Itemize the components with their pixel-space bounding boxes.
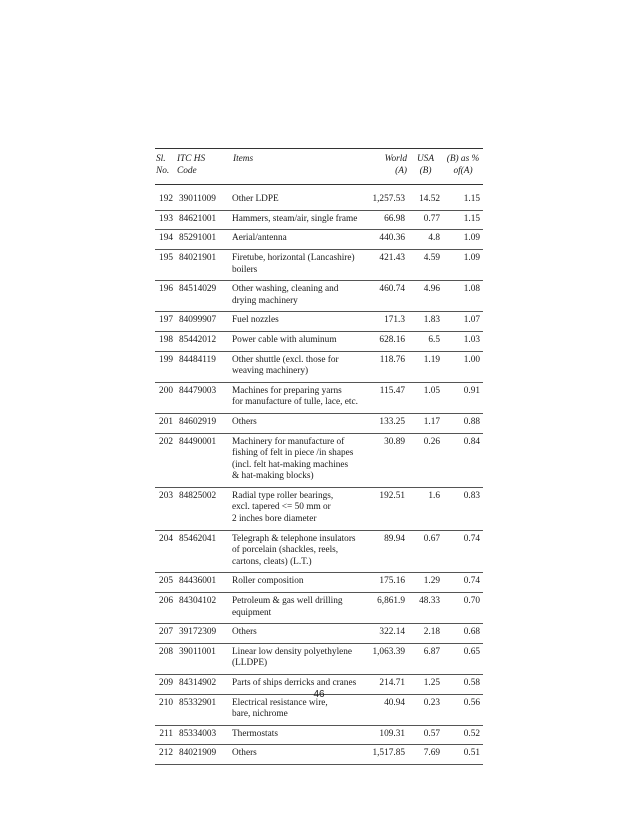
cell-itc-hs-code: 84099907 xyxy=(179,315,217,326)
cell-b-as-pct: 1.07 xyxy=(463,315,480,326)
cell-usa: 1.17 xyxy=(423,416,440,427)
cell-usa: 1.83 xyxy=(423,315,440,326)
cell-world: 460.74 xyxy=(379,284,405,295)
table-row xyxy=(155,249,483,280)
cell-itc-hs-code: 84602919 xyxy=(179,416,217,427)
cell-item: Machines for preparing yarns for manufacture of tulle, lace, etc. xyxy=(232,385,358,408)
cell-b-as-pct: 1.09 xyxy=(463,252,480,263)
cell-b-as-pct: 0.91 xyxy=(463,385,480,396)
cell-item: Roller composition xyxy=(232,576,304,587)
cell-item: Radial type roller bearings, excl. tapered <= 50 mm or 2 inches bore diameter xyxy=(232,490,334,525)
cell-sl-no: 203 xyxy=(159,490,173,501)
cell-b-as-pct: 1.09 xyxy=(463,233,480,244)
table-row xyxy=(155,593,483,624)
cell-world: 89.94 xyxy=(384,533,405,544)
cell-usa: 48.33 xyxy=(419,596,440,607)
cell-item: Other washing, cleaning and drying machinery xyxy=(232,284,339,306)
cell-sl-no: 206 xyxy=(159,596,173,607)
cell-usa: 4.8 xyxy=(428,233,440,244)
cell-item: Power cable with aluminum xyxy=(232,334,337,345)
table-row xyxy=(155,745,483,765)
table-body xyxy=(155,185,483,765)
cell-itc-hs-code: 85334003 xyxy=(179,728,217,739)
cell-world: 1,063.39 xyxy=(372,646,405,657)
cell-sl-no: 207 xyxy=(159,627,173,638)
cell-itc-hs-code: 84436001 xyxy=(179,576,217,587)
cell-b-as-pct: 1.03 xyxy=(463,334,480,345)
cell-usa: 0.23 xyxy=(423,697,440,708)
cell-sl-no: 199 xyxy=(159,354,173,365)
cell-world: 30.89 xyxy=(384,436,405,447)
cell-item: Hammers, steam/air, single frame xyxy=(232,213,358,224)
table-row xyxy=(155,624,483,644)
cell-b-as-pct: 0.58 xyxy=(463,678,480,688)
cell-world: 133.25 xyxy=(379,416,405,427)
cell-item: Petroleum & gas well drilling equipment xyxy=(232,596,343,618)
cell-b-as-pct: 0.68 xyxy=(463,627,480,638)
cell-item: Others xyxy=(232,748,257,759)
cell-itc-hs-code: 84514029 xyxy=(179,284,217,295)
cell-item: Others xyxy=(232,627,257,638)
cell-usa: 1.05 xyxy=(423,385,440,396)
header-b-as-pct: (B) as % of(A) xyxy=(446,154,480,176)
cell-world: 6,861.9 xyxy=(377,596,405,607)
cell-itc-hs-code: 85442012 xyxy=(179,334,217,345)
cell-world: 175.16 xyxy=(379,576,405,587)
cell-sl-no: 198 xyxy=(159,334,173,345)
cell-sl-no: 210 xyxy=(159,697,173,708)
header-usa: USA (B) xyxy=(416,154,435,176)
page-number: 46 xyxy=(313,689,325,700)
cell-sl-no: 204 xyxy=(159,533,173,544)
table-row xyxy=(155,433,483,487)
table-row xyxy=(155,382,483,413)
table-row xyxy=(155,487,483,530)
header-items: Items xyxy=(233,154,254,164)
cell-usa: 1.25 xyxy=(423,678,440,688)
table-row xyxy=(155,230,483,250)
cell-itc-hs-code: 84621001 xyxy=(179,213,217,224)
cell-item: Others xyxy=(232,416,257,427)
cell-b-as-pct: 0.83 xyxy=(463,490,480,501)
cell-b-as-pct: 1.08 xyxy=(463,284,480,295)
cell-item: Other LDPE xyxy=(232,194,279,205)
cell-itc-hs-code: 85462041 xyxy=(179,533,217,544)
header-sl-no: Sl. No. xyxy=(156,154,170,176)
cell-world: 66.98 xyxy=(384,213,405,224)
header-world: World (A) xyxy=(384,154,407,176)
cell-usa: 6.5 xyxy=(428,334,440,345)
cell-sl-no: 195 xyxy=(159,252,173,263)
cell-sl-no: 208 xyxy=(159,646,173,657)
cell-b-as-pct: 0.74 xyxy=(463,576,480,587)
cell-world: 115.47 xyxy=(379,385,405,396)
cell-world: 214.71 xyxy=(379,678,405,688)
cell-sl-no: 194 xyxy=(159,233,173,244)
cell-itc-hs-code: 84304102 xyxy=(179,596,217,607)
cell-usa: 6.87 xyxy=(423,646,440,657)
cell-world: 421.43 xyxy=(379,252,405,263)
cell-sl-no: 209 xyxy=(159,678,173,688)
table-row xyxy=(155,210,483,230)
cell-sl-no: 211 xyxy=(159,728,173,739)
cell-b-as-pct: 0.51 xyxy=(463,748,480,759)
cell-itc-hs-code: 39011009 xyxy=(179,194,216,205)
cell-usa: 4.96 xyxy=(423,284,440,295)
cell-world: 192.51 xyxy=(379,490,405,501)
cell-usa: 7.69 xyxy=(423,748,440,759)
cell-item: Machinery for manufacture of fishing of felt in piece /in shapes (incl. felt hat-making machines & hat-making blocks) xyxy=(232,436,354,482)
cell-item: Parts of ships derricks and cranes xyxy=(232,678,357,688)
cell-b-as-pct: 0.52 xyxy=(463,728,480,739)
cell-sl-no: 205 xyxy=(159,576,173,587)
cell-world: 109.31 xyxy=(379,728,405,739)
cell-b-as-pct: 0.74 xyxy=(463,533,480,544)
cell-b-as-pct: 0.70 xyxy=(463,596,480,607)
table-row xyxy=(155,725,483,745)
cell-usa: 1.6 xyxy=(428,490,440,501)
cell-world: 1,257.53 xyxy=(372,194,405,205)
cell-usa: 0.57 xyxy=(423,728,440,739)
table-row xyxy=(155,573,483,593)
cell-b-as-pct: 0.84 xyxy=(463,436,480,447)
trade-table xyxy=(155,148,483,765)
cell-sl-no: 196 xyxy=(159,284,173,295)
cell-itc-hs-code: 84490001 xyxy=(179,436,217,447)
cell-world: 118.76 xyxy=(379,354,405,365)
cell-world: 628.16 xyxy=(379,334,405,345)
cell-itc-hs-code: 39172309 xyxy=(179,627,217,638)
cell-world: 171.3 xyxy=(384,315,405,326)
table-row xyxy=(155,331,483,351)
cell-sl-no: 193 xyxy=(159,213,173,224)
cell-itc-hs-code: 84021909 xyxy=(179,748,217,759)
cell-sl-no: 197 xyxy=(159,315,173,326)
cell-b-as-pct: 1.15 xyxy=(463,194,480,205)
cell-itc-hs-code: 84021901 xyxy=(179,252,217,263)
cell-item: Aerial/antenna xyxy=(232,233,287,244)
cell-b-as-pct: 0.56 xyxy=(463,697,480,708)
cell-itc-hs-code: 85332901 xyxy=(179,697,217,708)
table-row xyxy=(155,281,483,312)
cell-usa: 14.52 xyxy=(419,194,440,205)
cell-sl-no: 202 xyxy=(159,436,173,447)
table-row xyxy=(155,413,483,433)
table-header xyxy=(155,149,483,185)
cell-item: Thermostats xyxy=(232,728,278,739)
cell-world: 1,517.85 xyxy=(372,748,405,759)
cell-itc-hs-code: 39011001 xyxy=(179,646,216,657)
cell-b-as-pct: 0.88 xyxy=(463,416,480,427)
cell-item: Fuel nozzles xyxy=(232,315,279,326)
cell-itc-hs-code: 85291001 xyxy=(179,233,217,244)
table-row xyxy=(155,351,483,382)
cell-sl-no: 192 xyxy=(159,194,173,205)
cell-item: Linear low density polyethylene (LLDPE) xyxy=(232,646,353,669)
cell-world: 40.94 xyxy=(384,697,405,708)
table-row xyxy=(155,312,483,332)
cell-usa: 1.29 xyxy=(423,576,440,587)
table-row xyxy=(155,530,483,573)
cell-itc-hs-code: 84825002 xyxy=(179,490,217,501)
cell-b-as-pct: 1.00 xyxy=(463,354,480,365)
cell-b-as-pct: 1.15 xyxy=(463,213,480,224)
table-row xyxy=(155,185,483,211)
cell-sl-no: 200 xyxy=(159,385,173,396)
cell-itc-hs-code: 84479003 xyxy=(179,385,217,396)
cell-item: Other shuttle (excl. those for weaving machinery) xyxy=(232,354,339,377)
cell-itc-hs-code: 84314902 xyxy=(179,678,217,688)
table-row xyxy=(155,643,483,674)
cell-item: Firetube, horizontal (Lancashire) boilers xyxy=(232,252,355,275)
cell-usa: 2.18 xyxy=(423,627,440,638)
cell-world: 322.14 xyxy=(379,627,405,638)
cell-item: Electrical resistance wire, bare, nichrome xyxy=(232,697,328,720)
cell-sl-no: 201 xyxy=(159,416,173,427)
cell-sl-no: 212 xyxy=(159,748,173,759)
cell-usa: 0.67 xyxy=(423,533,440,544)
cell-usa: 1.19 xyxy=(423,354,440,365)
cell-itc-hs-code: 84484119 xyxy=(179,354,216,365)
cell-usa: 4.59 xyxy=(423,252,440,263)
cell-usa: 0.77 xyxy=(423,213,440,224)
header-itc-hs-code: ITC HS Code xyxy=(177,154,206,176)
cell-b-as-pct: 0.65 xyxy=(463,646,480,657)
cell-usa: 0.26 xyxy=(423,436,440,447)
cell-world: 440.36 xyxy=(379,233,405,244)
header-row xyxy=(155,149,483,185)
cell-item: Telegraph & telephone insulators of porcelain (shackles, reels, cartons, cleats) (L.T.) xyxy=(232,533,356,567)
